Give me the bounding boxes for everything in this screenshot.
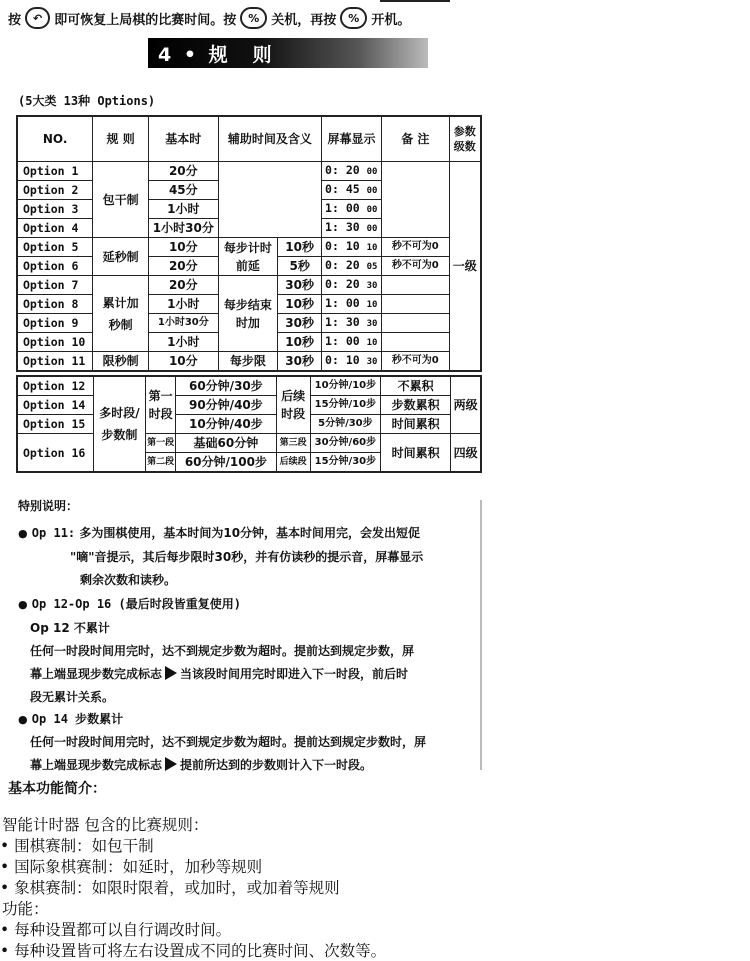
table-row: [17, 415, 481, 434]
note-empty: [382, 314, 450, 333]
section-title-banner: [148, 38, 428, 68]
aux-seconds: 30秒: [278, 352, 322, 372]
note-op12-line3: 段无累计关系。: [30, 690, 115, 704]
intro-line3: • 国际象棋赛制：如延时，加秒等规则: [0, 858, 263, 876]
option-no: Option 15: [17, 415, 93, 434]
stage-basic: 90分钟/40步: [176, 396, 276, 415]
stage-next-label: 后续段: [276, 453, 310, 473]
option-no: Option 12: [17, 376, 93, 396]
screen-display: 0: 20 05: [322, 257, 382, 276]
note: 不累积: [381, 376, 451, 396]
screen-display: 0: 45 00: [322, 181, 382, 200]
aux-empty: [218, 162, 321, 238]
rule-multi-stage: 多时段/步数制: [93, 376, 145, 472]
table-row: [17, 162, 481, 181]
screen-display: 0: 10 30: [322, 352, 382, 372]
note-empty: [382, 276, 450, 295]
bullet-icon: ●: [18, 598, 28, 611]
screen-display: 1: 00 00: [322, 200, 382, 219]
option-no: Option 7: [17, 276, 93, 295]
aux-seconds: 10秒: [278, 238, 322, 257]
stage1-label: 第一段: [146, 434, 176, 453]
top-instruction-line: [8, 4, 478, 32]
option-no: Option 6: [17, 257, 93, 276]
option-no: Option 4: [17, 219, 93, 238]
intro-line5: 功能：: [2, 900, 49, 918]
aux-yanmiao: 每步计时前延: [218, 238, 278, 276]
rule-leiji: 累计加秒制: [93, 276, 149, 352]
intro-line4: • 象棋赛制：如限时限着，或加时，或加着等规则: [0, 879, 340, 897]
basic-time: 1小时30分: [149, 314, 219, 333]
stage-sub: 15分钟/10步: [310, 396, 380, 415]
header-note: 备 注: [382, 116, 450, 162]
top-suffix: 开机。: [371, 12, 411, 28]
multi-stage-table: [16, 375, 482, 473]
option-no: Option 9: [17, 314, 93, 333]
step-complete-arrow-icon: [165, 757, 177, 771]
section-title: 4 • 规 则: [158, 43, 275, 66]
note-op12-line2: 幕上端显现步数完成标志 当该段时间用完时即进入下一时段，前后时: [30, 667, 409, 681]
notes-title: 特别说明：: [18, 499, 79, 513]
note-empty: [382, 333, 450, 352]
intro-line7: • 每种设置皆可将左右设置成不同的比赛时间、次数等。: [0, 942, 387, 960]
note: 时间累积: [381, 434, 451, 473]
basic-time: 20分: [149, 276, 219, 295]
option-no: Option 3: [17, 200, 93, 219]
aux-seconds: 10秒: [278, 333, 322, 352]
stage-sub: 10分钟/10步: [310, 376, 380, 396]
note-op11-line1: ● Op 11: 多为围棋使用，基本时间为10分钟，基本时间用完，会发出短促: [18, 526, 421, 540]
intro-heading: 基本功能简介：: [8, 781, 106, 797]
basic-time: 1小时: [149, 200, 219, 219]
stage-basic: 60分钟/30步: [176, 376, 276, 396]
note: 秒不可为0: [382, 352, 450, 372]
screen-display: 1: 00 10: [322, 333, 382, 352]
option-no: Option 2: [17, 181, 93, 200]
option-no: Option 16: [17, 434, 93, 473]
header-basic-time: 基本时: [149, 116, 219, 162]
level-four: 四级: [451, 434, 481, 473]
top-rule-line: [380, 0, 450, 2]
header-rule: 规 则: [93, 116, 149, 162]
note-op12-line1: 任何一时段时间用完时，达不到规定步数为超时。提前达到规定步数，屏: [30, 644, 415, 658]
note-op12-head: Op 12 不累计: [30, 621, 110, 635]
level-two: 两级: [451, 376, 481, 434]
stage3-value: 30分钟/60步: [310, 434, 380, 453]
note-empty: [382, 295, 450, 314]
table-row: [17, 434, 481, 453]
basic-time: 45分: [149, 181, 219, 200]
option-no: Option 1: [17, 162, 93, 181]
basic-time: 20分: [149, 162, 219, 181]
rule-yanmiao: 延秒制: [93, 238, 149, 276]
top-prefix: 按: [8, 12, 22, 28]
first-stage-label: 第一时段: [146, 376, 176, 434]
stage1-value: 基础60分钟: [176, 434, 276, 453]
note-op12-16-head: ● Op 12-Op 16 (最后时段皆重复使用): [18, 597, 241, 611]
screen-display: 1: 30 00: [322, 219, 382, 238]
basic-time: 1小时30分: [149, 219, 219, 238]
option-no: Option 14: [17, 396, 93, 415]
power-key-icon-2: %: [340, 7, 367, 29]
note: 步数累积: [381, 396, 451, 415]
header-level: 参数级数: [449, 116, 481, 162]
note: 秒不可为0: [382, 257, 450, 276]
stage-next-value: 15分钟/30步: [310, 453, 380, 473]
screen-display: 0: 20 30: [322, 276, 382, 295]
basic-time: 10分: [149, 352, 219, 372]
note-op14-line2: 幕上端显现步数完成标志 提前所达到的步数则计入下一时段。: [30, 758, 373, 772]
option-no: Option 11: [17, 352, 93, 372]
header-aux-time: 辅助时间及含义: [218, 116, 321, 162]
intro-line6: • 每种设置都可以自行调改时间。: [0, 921, 232, 939]
aux-seconds: 5秒: [278, 257, 322, 276]
table-row: [17, 238, 481, 257]
power-key-icon: %: [240, 7, 267, 29]
rule-xianmiao: 限秒制: [93, 352, 149, 372]
aux-seconds: 10秒: [278, 295, 322, 314]
note: 时间累积: [381, 415, 451, 434]
basic-time: 1小时: [149, 333, 219, 352]
level-one: 一级: [449, 162, 481, 372]
rules-table: [16, 115, 482, 372]
step-complete-arrow-icon: [165, 666, 177, 680]
bullet-icon: ●: [18, 527, 28, 540]
bullet-icon: ●: [18, 713, 28, 726]
screen-display: 0: 20 00: [322, 162, 382, 181]
option-no: Option 10: [17, 333, 93, 352]
notes-edge-line: [480, 500, 482, 770]
option-no: Option 5: [17, 238, 93, 257]
screen-display: 1: 00 10: [322, 295, 382, 314]
aux-leiji: 每步结束时加: [218, 276, 278, 352]
stage-basic: 10分钟/40步: [176, 415, 276, 434]
table-row: [17, 396, 481, 415]
note: 秒不可为0: [382, 238, 450, 257]
table-header-row: [17, 116, 481, 162]
table-row: [17, 276, 481, 295]
rule-baogan: 包干制: [93, 162, 149, 238]
table-row: [17, 376, 481, 396]
stage2-label: 第二段: [146, 453, 176, 473]
note-empty: [382, 162, 450, 238]
stage2-value: 60分钟/100步: [176, 453, 276, 473]
note-op14-head: ● Op 14 步数累计: [18, 712, 124, 726]
option-no: Option 8: [17, 295, 93, 314]
basic-time: 20分: [149, 257, 219, 276]
screen-display: 0: 10 10: [322, 238, 382, 257]
basic-time: 1小时: [149, 295, 219, 314]
later-stage-label: 后续时段: [276, 376, 310, 434]
stage-sub: 5分钟/30步: [310, 415, 380, 434]
intro-line1: 智能计时器 包含的比赛规则：: [2, 816, 209, 834]
options-caption: (5大类 13种 Options): [18, 94, 156, 108]
undo-key-icon: ↶: [25, 7, 50, 29]
note-op11-line2: "嘀"音提示，其后每步限时30秒，并有仿读秒的提示音，屏幕显示: [70, 550, 424, 564]
aux-seconds: 30秒: [278, 276, 322, 295]
table-row: [17, 352, 481, 372]
intro-line2: • 围棋赛制：如包干制: [0, 837, 154, 855]
top-mid2: 关机，再按: [271, 12, 337, 28]
aux-seconds: 30秒: [278, 314, 322, 333]
stage3-label: 第三段: [276, 434, 310, 453]
basic-time: 10分: [149, 238, 219, 257]
note-op14-line1: 任何一时段时间用完时，达不到规定步数为超时。提前达到规定步数时，屏: [30, 735, 427, 749]
header-no: NO.: [17, 116, 93, 162]
top-middle: 即可恢复上局棋的比赛时间。按: [54, 12, 237, 28]
note-op11-line3: 剩余次数和读秒。: [80, 573, 177, 587]
aux-xianmiao: 每步限: [218, 352, 278, 372]
screen-display: 1: 30 30: [322, 314, 382, 333]
header-display: 屏幕显示: [322, 116, 382, 162]
